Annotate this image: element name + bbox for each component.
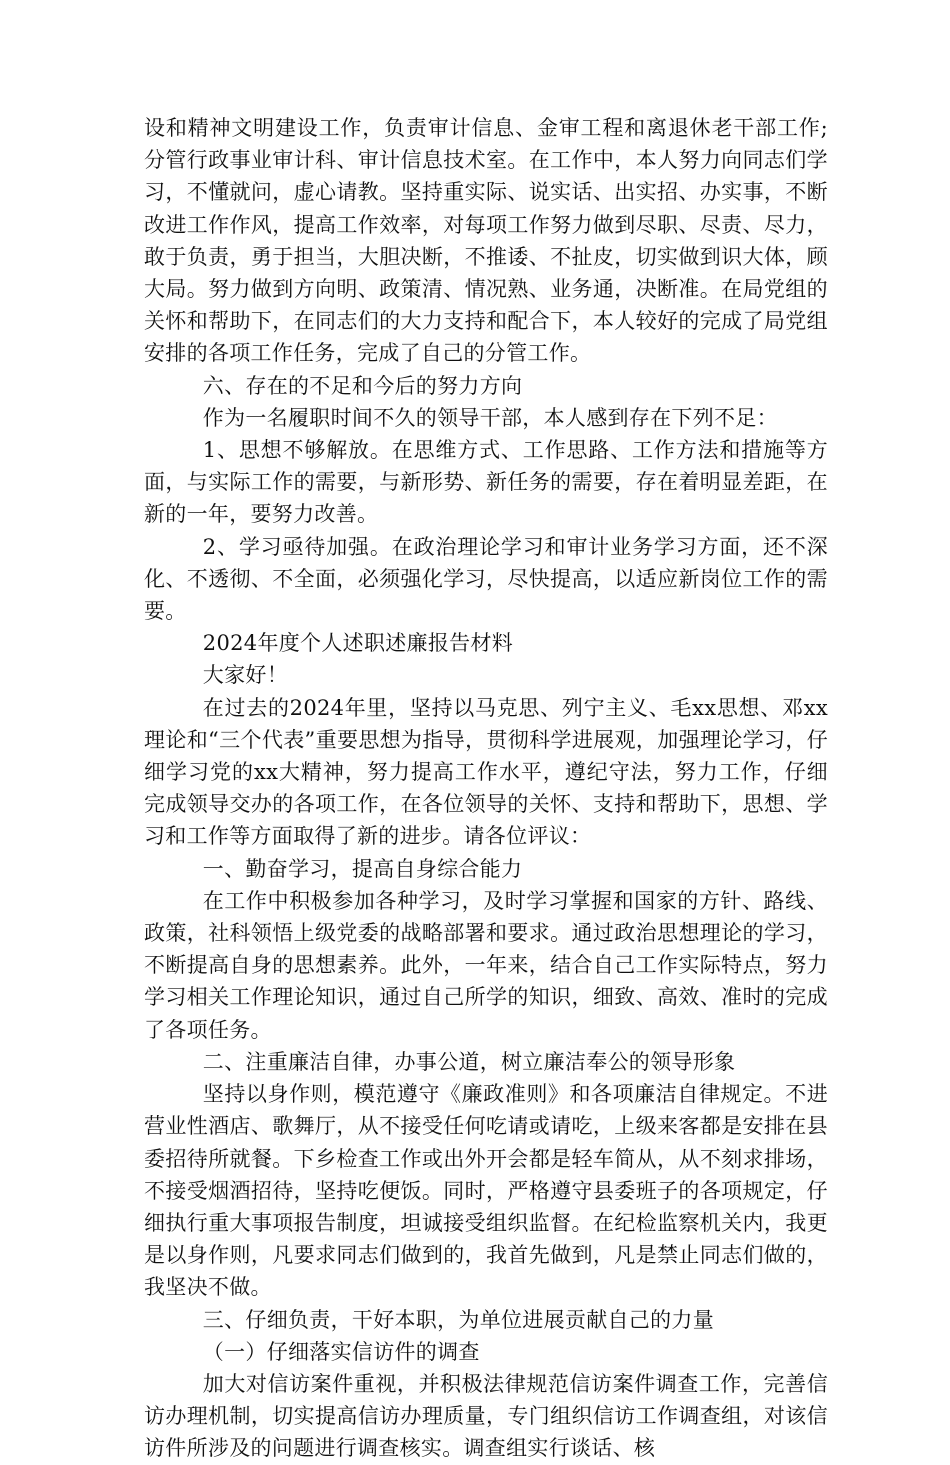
paragraph: 三、仔细负责，干好本职，为单位进展贡献自己的力量 [202, 1307, 714, 1332]
paragraph: （一）仔细落实信访件的调查 [202, 1339, 480, 1364]
paragraph: 作为一名履职时间不久的领导干部，本人感到存在下列不足： [202, 405, 778, 430]
paragraph: 2、学习亟待加强。在政治理论学习和审计业务学习方面，还不深化、不透彻、不全面，必须强化学习，尽快提高，以适应新岗位工作的需要。 [144, 534, 828, 624]
paragraph: 1、思想不够解放。在思维方式、工作思路、工作方法和措施等方面，与实际工作的需要，与新形势、新任务的需要，存在着明显差距，在新的一年，要努力改善。 [144, 438, 828, 527]
paragraph: 一、勤奋学习，提高自身综合能力 [202, 856, 523, 881]
paragraph: 六、存在的不足和今后的努力方向 [202, 373, 523, 398]
paragraph: 二、注重廉洁自律，办事公道，树立廉洁奉公的领导形象 [202, 1049, 736, 1074]
paragraph: 加大对信访案件重视，并积极法律规范信访案件调查工作，完善信访办理机制，切实提高信访办理质量，专门组织信访工作调查组，对该信访件所涉及的问题进行调查核实。调查组实行谈话、核 [144, 1371, 828, 1461]
paragraph: 在工作中积极参加各种学习，及时学习掌握和国家的方针、路线、政策，社科领悟上级党委的战略部署和要求。通过政治思想理论的学习，不断提高自身的思想素养。此外，一年来，结合自己工作实际特点，努力学习相关工作理论知识，通过自己所学的知识，细致、高效、准时的完成了各项任务。 [144, 888, 828, 1042]
paragraph: 坚持以身作则，模范遵守《廉政准则》和各项廉洁自律规定。不进营业性酒店、歌舞厅，从不接受任何吃请或请吃，上级来客都是安排在县委招待所就餐。下乡检查工作或出外开会都是轻车简从，从不刻求排场，不接受烟酒招待，坚持吃便饭。同时，严格遵守县委班子的各项规定，仔细执行重大事项报告制度，坦诚接受组织监督。在纪检监察机关内，我更是以身作则，凡要求同志们做到的，我首先做到，凡是禁止同志们做的，我坚决不做。 [144, 1082, 828, 1300]
paragraph: 在过去的2024年里，坚持以马克思、列宁主义、毛xx思想、邓xx理论和“三个代表”重要思想为指导，贯彻科学进展观，加强理论学习，仔细学习党的xx大精神，努力提高工作水平，遵纪守法，努力工作，仔细完成领导交办的各项工作，在各位领导的关怀、支持和帮助下，思想、学习和工作等方面取得了新的进步。请各位评议： [144, 695, 828, 849]
paragraph: 设和精神文明建设工作，负责审计信息、金审工程和离退休老干部工作;分管行政事业审计科、审计信息技术室。在工作中，本人努力向同志们学习，不懂就问，虚心请教。坚持重实际、说实话、出实招、办实事，不断改进工作作风，提高工作效率，对每项工作努力做到尽职、尽责、尽力，敢于负责，勇于担当，大胆决断，不推诿、不扯皮，切实做到识大体，顾大局。努力做到方向明、政策清、情况熟、业务通，决断准。在局党组的关怀和帮助下，在同志们的大力支持和配合下，本人较好的完成了局党组安排的各项工作任务，完成了自己的分管工作。 [144, 116, 828, 366]
paragraph: 2024年度个人述职述廉报告材料 [202, 631, 514, 656]
paragraph: 大家好！ [202, 663, 288, 688]
document-body [144, 112, 828, 1465]
